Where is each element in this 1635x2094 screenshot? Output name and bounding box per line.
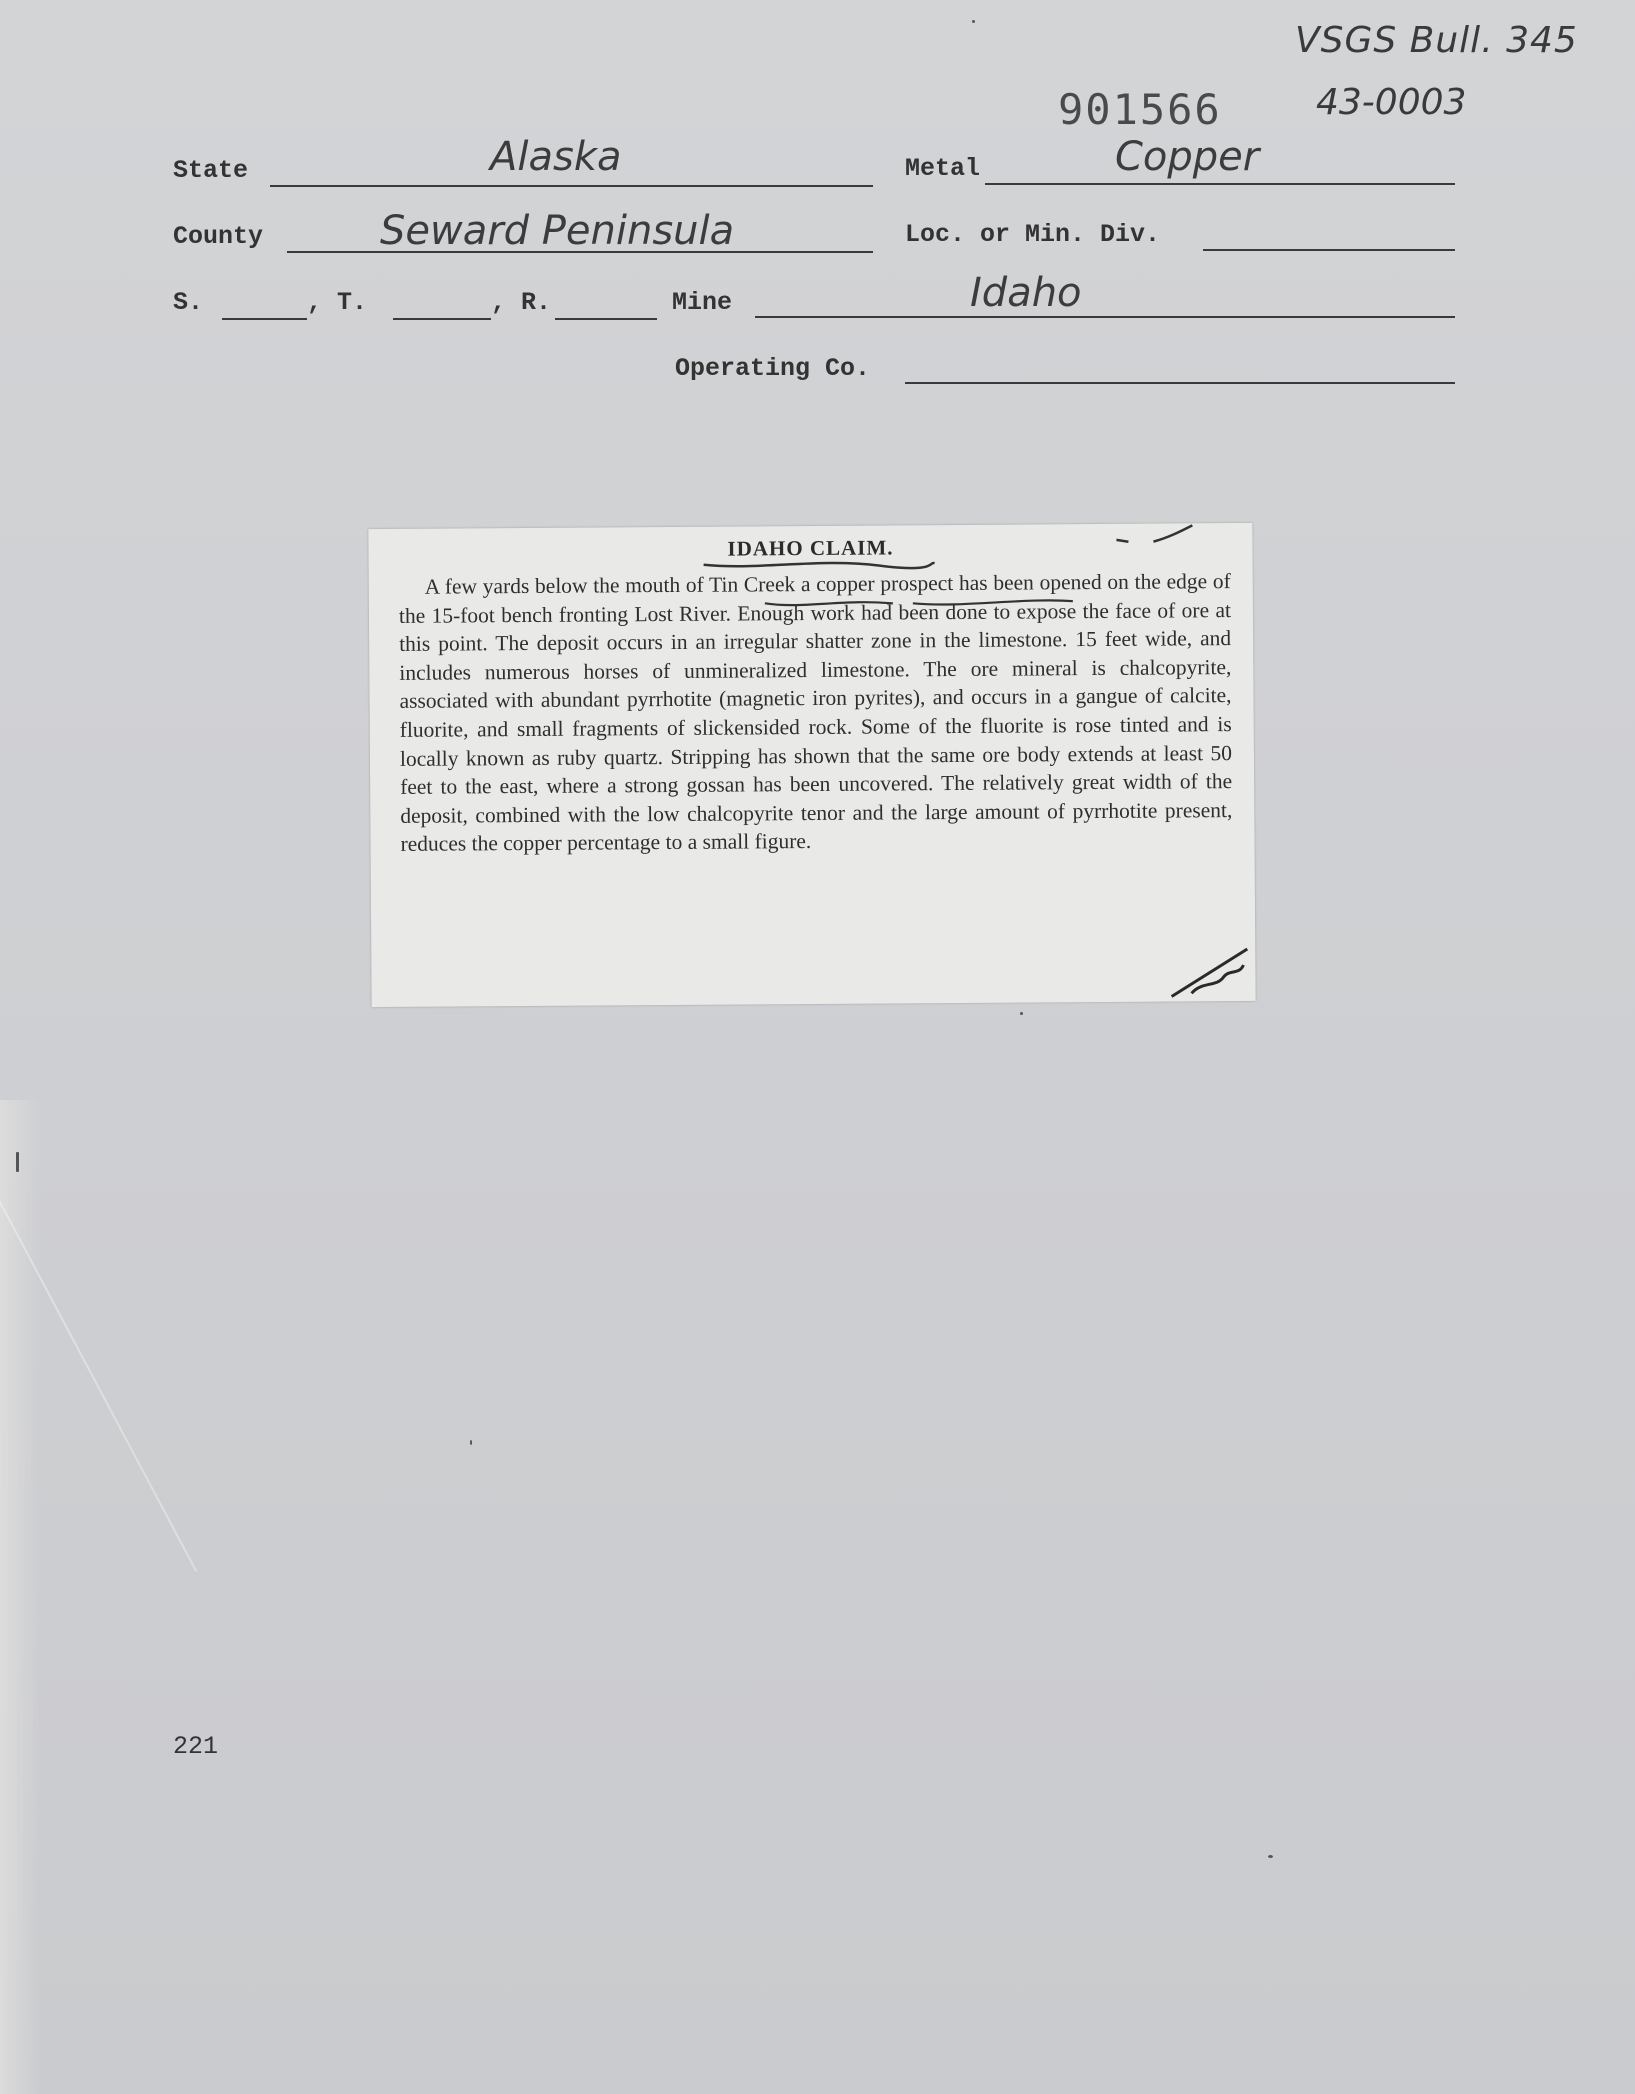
operating-co-line [905,382,1455,384]
underline-tin-creek-copper [763,595,1093,611]
clipping-title: IDAHO CLAIM. [727,535,894,561]
scan-speck [470,1440,472,1445]
bulletin-clipping [368,523,1255,1007]
page-number: 221 [173,1732,219,1761]
state-line [270,185,873,187]
section-label: S. [173,288,204,317]
township-line [393,318,491,320]
corner-scribble [1161,941,1251,1002]
record-number: 43-0003 [1316,82,1467,123]
loc-line [1203,249,1455,251]
check-mark [1108,523,1198,548]
loc-label: Loc. or Min. Div. [905,220,1161,249]
scan-speck [972,20,975,23]
section-line [222,318,307,320]
operating-co-label: Operating Co. [675,354,871,383]
state-value: Alaska [490,134,622,180]
file-number: 901566 [1058,85,1222,134]
range-line [555,318,657,320]
county-value: Seward Peninsula [380,208,735,254]
range-label: , R. [491,288,552,317]
mine-value: Idaho [970,270,1082,316]
county-label: County [173,222,264,251]
scan-speck [1020,1012,1023,1015]
township-label: , T. [307,288,368,317]
metal-value: Copper [1115,134,1260,180]
page-edge-shading [0,1100,40,2094]
metal-line [985,183,1455,185]
scan-speck [1268,1855,1273,1858]
state-label: State [173,156,249,185]
mine-label: Mine [672,288,733,317]
scan-speck [16,1152,19,1172]
mine-line [755,316,1455,318]
reference-code: VSGS Bull. 345 [1295,20,1578,61]
metal-label: Metal [905,154,981,183]
clipping-body: A few yards below the mouth of Tin Creek a copper prospect has been opened on the edge of the 15-foot bench fronting Lost River. Enough work had been done to expose the face of ore at this point. The deposit occurs in an irregular shatter zone in the limestone. 15 feet wide, and includes numerous horses of unmineralized limestone. The ore mineral is chalcopyrite, associated with abundant pyrrhotite (magnetic iron pyrites), and occurs in a gangue of calcite, fluorite, and small fragments of slickensided rock. Some of the fluorite is rose tinted and is locally known as ruby quartz. Stripping has shown that the same ore body extends at least 50 feet to the east, where a strong gossan has been uncovered. The relatively great width of the deposit, combined with the low chalcopyrite tenor and the large amount of pyrrhotite present, reduces the copper percentage to a small figure. [398,569,1233,857]
